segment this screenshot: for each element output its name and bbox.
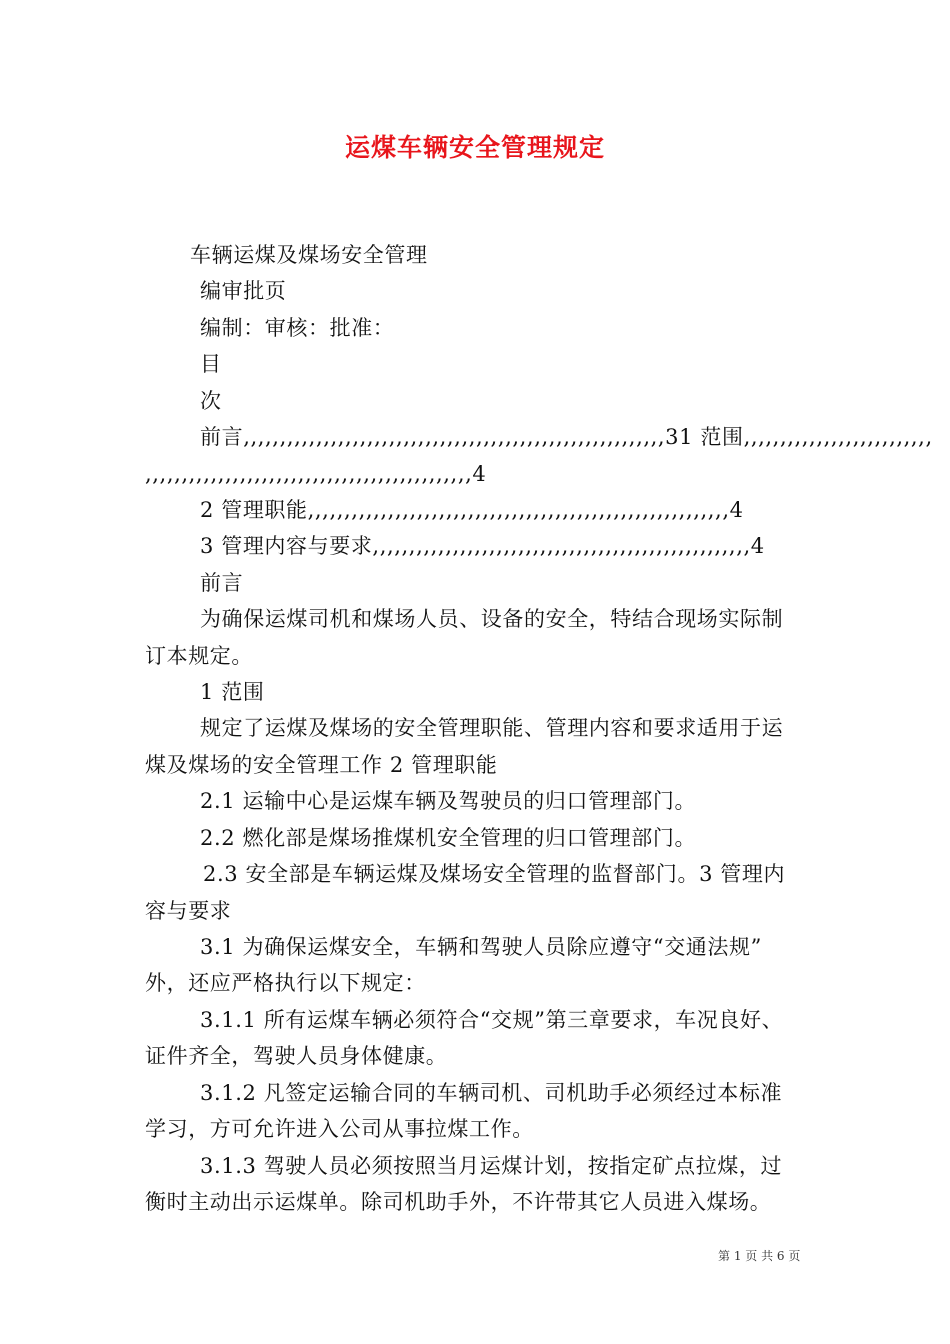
text-line: 规定了运煤及煤场的安全管理职能、管理内容和要求适用于运 — [200, 716, 784, 741]
toc-line: 3 管理内容与要求,,,,,,,,,,,,,,,,,,,,,,,,,,,,,,,,,,,,,,,,,,,,,,,,,,,,4 — [200, 534, 765, 559]
text-line: 2.1 运输中心是运煤车辆及驾驶员的归口管理部门。 — [200, 789, 697, 814]
toc-line: 前言,,,,,,,,,,,,,,,,,,,,,,,,,,,,,,,,,,,,,,,,,,,,,,,,,,,,,,,,,,31 范围,,,,,,,,,,,,,,,,,,,,,,,,,, — [200, 425, 933, 450]
page-number: 第 1 页 共 6 页 — [718, 1249, 801, 1263]
text-line: 3.1.3 驾驶人员必须按照当月运煤计划，按指定矿点拉煤，过 — [200, 1153, 783, 1178]
text-line: 衡时主动出示运煤单。除司机助手外，不许带其它人员进入煤场。 — [145, 1189, 772, 1214]
text-line: 学习，方可允许进入公司从事拉煤工作。 — [145, 1117, 534, 1142]
section-heading: 前言 — [200, 570, 244, 595]
toc-line: 2 管理职能,,,,,,,,,,,,,,,,,,,,,,,,,,,,,,,,,,,,,,,,,,,,,,,,,,,,,,,,,,4 — [200, 497, 744, 522]
text-line: 外，还应严格执行以下规定： — [145, 971, 426, 996]
toc-line: ,,,,,,,,,,,,,,,,,,,,,,,,,,,,,,,,,,,,,,,,,,,,,4 — [145, 461, 487, 486]
text-line: 编审批页 — [200, 279, 287, 304]
text-line: 目 — [200, 352, 222, 377]
text-line: 3.1.2 凡签定运输合同的车辆司机、司机助手必须经过本标准 — [200, 1080, 783, 1105]
text-line: 容与要求 — [145, 898, 232, 923]
text-line: 3.1.1 所有运煤车辆必须符合“交规”第三章要求，车况良好、 — [200, 1007, 784, 1032]
section-heading: 1 范围 — [200, 680, 265, 705]
text-line: 煤及煤场的安全管理工作 2 管理职能 — [145, 752, 498, 777]
text-line: 订本规定。 — [145, 643, 253, 668]
text-line: 为确保运煤司机和煤场人员、设备的安全，特结合现场实际制 — [200, 607, 784, 632]
text-line: 编制：审核：批准： — [200, 315, 395, 340]
text-line: 2.3 安全部是车辆运煤及煤场安全管理的监督部门。3 管理内 — [203, 862, 786, 887]
text-line: 证件齐全，驾驶人员身体健康。 — [145, 1044, 448, 1069]
text-line: 3.1 为确保运煤安全，车辆和驾驶人员除应遵守“交通法规” — [200, 934, 762, 959]
text-line: 次 — [200, 388, 222, 413]
document-title: 运煤车辆安全管理规定 — [344, 133, 605, 162]
text-line: 2.2 燃化部是煤场推煤机安全管理的归口管理部门。 — [200, 825, 697, 850]
text-line: 车辆运煤及煤场安全管理 — [190, 243, 428, 267]
